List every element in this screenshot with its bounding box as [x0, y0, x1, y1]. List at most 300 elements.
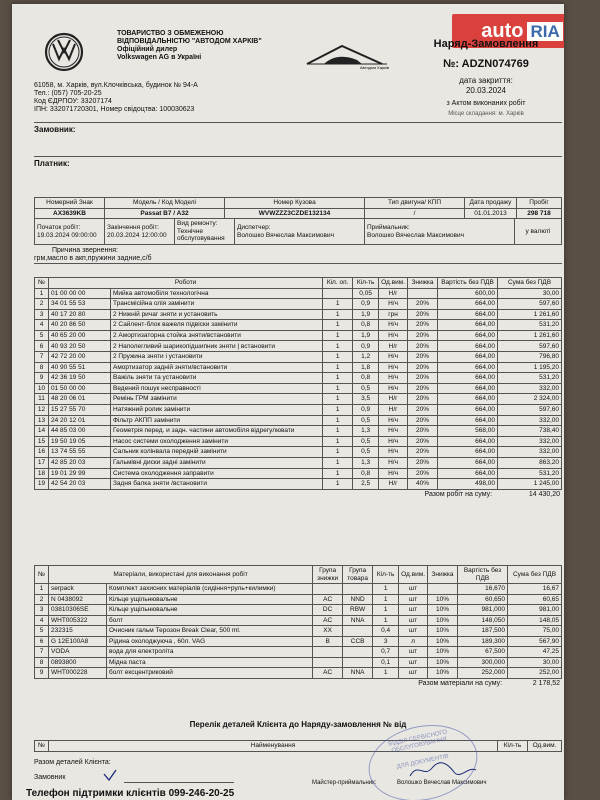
work-name: 2 Сайлент-блок важеля підвіски замінити — [111, 320, 323, 331]
row-number: 12 — [35, 405, 49, 416]
row-number: 2 — [35, 594, 49, 605]
unit: шт — [399, 584, 428, 595]
operation-code: 19 50 19 05 — [49, 436, 111, 447]
row-number: 9 — [35, 373, 49, 384]
discount: 20% — [408, 394, 438, 405]
row-number: 6 — [35, 636, 49, 647]
operation-code: 40 65 20 00 — [49, 330, 111, 341]
part-code: WHT005322 — [49, 615, 107, 626]
operations-count: 1 — [323, 415, 353, 426]
discount: 10% — [428, 626, 458, 637]
work-name: Амортизатор задній зняти/встановити — [111, 362, 323, 373]
material-name: вода для електроліта — [107, 647, 313, 658]
unit: шт — [399, 594, 428, 605]
operation-code: 15 27 55 70 — [49, 405, 111, 416]
quantity: 1,9 — [353, 309, 379, 320]
table-row — [35, 330, 562, 341]
works-total-value: 14 430,20 — [528, 490, 560, 498]
work-name: Ведений пошук несправності — [111, 383, 323, 394]
unit: Н/ч — [379, 447, 408, 458]
row-number: 3 — [35, 605, 49, 616]
quantity: 1,3 — [353, 458, 379, 469]
operations-count: 1 — [323, 341, 353, 352]
unit: Н/г — [379, 288, 408, 299]
master-label: Майстер-приймальник: — [312, 780, 377, 786]
work-name: Важіль зняти та установити — [111, 373, 323, 384]
table-row — [35, 584, 562, 595]
repair-type: Технічне обслуговування — [177, 227, 225, 243]
row-number: 10 — [35, 383, 49, 394]
product-group — [343, 647, 373, 658]
unit: Н/ч — [379, 330, 408, 341]
quantity: 0,8 — [353, 468, 379, 479]
line-total: 16,67 — [508, 584, 562, 595]
discount: 20% — [408, 309, 438, 320]
unit-price: 600,00 — [438, 288, 498, 299]
quantity: 1 — [373, 594, 399, 605]
quantity: 0,8 — [353, 320, 379, 331]
close-date: 20.03.2024 — [465, 86, 507, 95]
operations-count: 1 — [323, 458, 353, 469]
row-number: 7 — [35, 647, 49, 658]
operation-code: 13 74 55 55 — [49, 447, 111, 458]
unit-price: 664,00 — [438, 352, 498, 363]
unit: Н/ч — [379, 320, 408, 331]
row-number: 17 — [35, 458, 49, 469]
quantity: 1,8 — [353, 362, 379, 373]
unit-price: 664,00 — [438, 383, 498, 394]
part-code: WHT000228 — [49, 668, 107, 679]
quantity: 0,9 — [353, 341, 379, 352]
operations-count: 1 — [323, 299, 353, 310]
line-total: 1 261,60 — [498, 309, 562, 320]
operations-count: 1 — [323, 436, 353, 447]
operation-code: 01 00 00 00 — [49, 288, 111, 299]
dispatcher-name: Волошко Вячеслав Максимович — [237, 231, 334, 239]
part-code: 232315 — [49, 626, 107, 637]
table-row — [35, 647, 562, 658]
quantity: 0,05 — [353, 288, 379, 299]
line-total: 738,40 — [498, 426, 562, 437]
unit: шт — [399, 657, 428, 668]
operations-count: 1 — [323, 320, 353, 331]
discount-group: AC — [313, 594, 343, 605]
part-code: 03810306SE — [49, 605, 107, 616]
mileage: 298 718 — [517, 208, 562, 219]
row-number: 2 — [35, 299, 49, 310]
unit-price: 568,00 — [438, 426, 498, 437]
table-row — [35, 383, 562, 394]
material-name: болт ексцентриковий — [107, 668, 313, 679]
operation-code: 48 20 06 01 — [49, 394, 111, 405]
works-table: № Роботи Кіл. оп. Кіл-ть Од.вим. Знижка Вартість без ПДВ Сума без ПДВ 1 01 00 00 00 Мийка автомобіля технологічна 0,05 Н/г 600,00 30,00 2 34 01 55 53 Трансмісійна олія замінити 1 0,9 Н/ч 20% 664,00 597,60 3 40 17 20 80 2 Нижній ричаг зняти и установить 1 1,9 грн 20% 664,00 1 261,60 4 40 20 86 50 2 Сайлент-блок важеля підвіски замінити 1 0,8 Н/ч 20% 664,00 531,20 5 40 65 20 00 2 Амортизаторна стойка зняти/встановити 1 1,9 Н/ч 20% 664,00 1 261,60 6 40 93 20 50 2 Наполегливий шарикопідшипник зняти | встановити 1 0,9 Н/г 20% 664,00 597,60 7 42 72 20 00 2 Пружина зняти і установити 1 1,2 Н/ч 20% 664,00 796,80 8 40 90 55 51 Амортизатор задній зняти/встановити 1 1,8 Н/ч 20% 664,00 1 195,20 9 42 36 19 50 Важіль зняти та установити 1 0,8 Н/ч 20% 664,00 531,20 10 01 50 00 00 Ведений пошук несправності 1 0,5 Н/ч 20% 664,00 332,00 11 48 20 06 01 Ремінь ГРМ замінити 1 3,5 Н/г 20% 664,00 2 324,00 12 15 27 55 70 Натяжний ролик замінити 1 0,9 Н/г 20% 664,00 597,60 13 24 20 12 01 Фільтр АКПП замінити 1 0,5 Н/ч 20% 664,00 332,00 14 44 85 03 00 Геометрія перед. и задн. частини автомобіля відрегулювати 1 1,3 Н/ч 20% 568,00 738,40 15 19 50 19 05 Насос системи охолодження замінити 1 0,5 Н/ч 20% 664,00 332,00 16 13 74 55 55 Сальник колінвала передній замінити 1 0,5 Н/ч 20% 664,00 332,00 17 42 85 20 03 Гальмівні диски задні замінити 1 1,3 Н/ч 20% 664,00 863,20 18 19 01 29 99 Система охолодження заправити 1 0,8 Н/ч 20% 664,00 531,20 19 42 54 20 03 Задня балка зняти /встановити 1 2,5 Н/г 40% 498,00 1 245,00 Разом робіт на суму: 14 430,20 — [34, 277, 562, 499]
line-total: 30,00 — [498, 288, 562, 299]
operation-code: 42 85 20 03 — [49, 458, 111, 469]
row-number: 15 — [35, 436, 49, 447]
part-code: VODA — [49, 647, 107, 658]
quantity: 1 — [373, 615, 399, 626]
table-row — [35, 436, 562, 447]
operation-code: 40 90 55 51 — [49, 362, 111, 373]
quantity: 1 — [373, 584, 399, 595]
discount: 10% — [428, 594, 458, 605]
discount: 20% — [408, 426, 438, 437]
discount: 20% — [408, 458, 438, 469]
unit-price: 664,00 — [438, 415, 498, 426]
client-parts-title: Перелік деталей Клієнта до Наряду-замовлення № від — [189, 720, 407, 729]
vehicle-table: Номерний Знак Модель / Код Моделі Номер Кузова Тип двигуна/ КПП Дата продажу Пробіг AX3639KB Passat B7 / A32 WVWZZZ3CZDE132134 / 01.01.2013 298 718 Початок робіт: 19.03.2024 09:00:00 Закінчення робіт: 20.03.2024 12:00:00 Вид ремонту: Технічне обслуговування Диспетчер: Волошко Вячеслав Максимович Приймальник: Волошко Вячеслав Максимович у валюті Причина звернення: грм,масло в акп,пружини задние,с/б — [34, 197, 562, 264]
company-address: 61058, м. Харків, вул.Клочківська, будинок № 94-А Тел.: (057) 705-20-25 Код ЄДРПОУ: 33207174 ІПН: 332071720301, Номер свідоцтва: 100030623 — [34, 82, 198, 113]
quantity: 0,5 — [353, 447, 379, 458]
quantity: 3 — [373, 636, 399, 647]
order-header — [410, 38, 562, 118]
unit-price: 187,500 — [458, 626, 508, 637]
unit: шт — [399, 647, 428, 658]
unit-price: 60,650 — [458, 594, 508, 605]
work-name: Фільтр АКПП замінити — [111, 415, 323, 426]
unit-price: 67,500 — [458, 647, 508, 658]
reason-value: грм,масло в акп,пружини задние,с/б — [34, 255, 562, 264]
operation-code: 01 50 00 00 — [49, 383, 111, 394]
line-total: 30,00 — [508, 657, 562, 668]
work-name: Гальмівні диски задні замінити — [111, 458, 323, 469]
unit-price: 664,00 — [438, 299, 498, 310]
line-total: 332,00 — [498, 447, 562, 458]
table-row — [35, 605, 562, 616]
discount: 10% — [428, 647, 458, 658]
discount: 20% — [408, 383, 438, 394]
row-number: 18 — [35, 468, 49, 479]
unit: Н/ч — [379, 362, 408, 373]
row-number: 5 — [35, 626, 49, 637]
discount: 10% — [428, 615, 458, 626]
quantity: 0,5 — [353, 415, 379, 426]
quantity: 0,9 — [353, 405, 379, 416]
row-number: 4 — [35, 615, 49, 626]
reason-label: Причина звернення: — [52, 246, 118, 254]
operations-count: 1 — [323, 352, 353, 363]
material-name: Кільце ущільнювальне — [107, 605, 313, 616]
quantity: 1 — [373, 668, 399, 679]
row-number: 11 — [35, 394, 49, 405]
discount: 10% — [428, 657, 458, 668]
quantity: 3,5 — [353, 394, 379, 405]
client-parts-table: № Найменування Кіл-ть Од.вим. — [34, 740, 562, 752]
unit: Н/ч — [379, 299, 408, 310]
unit-price: 664,00 — [438, 373, 498, 384]
table-row — [35, 394, 562, 405]
dealer-logo-text: Автодом Харків — [360, 65, 389, 70]
row-number: 1 — [35, 288, 49, 299]
unit: Н/г — [379, 341, 408, 352]
part-code: serpack — [49, 584, 107, 595]
discount: 10% — [428, 668, 458, 679]
quantity: 1,3 — [353, 426, 379, 437]
discount: 20% — [408, 436, 438, 447]
quantity: 2,5 — [353, 479, 379, 490]
table-row — [35, 468, 562, 479]
quantity: 0,1 — [373, 657, 399, 668]
unit: Н/ч — [379, 383, 408, 394]
work-name: Сальник колінвала передній замінити — [111, 447, 323, 458]
quantity: 0,9 — [353, 299, 379, 310]
unit-price: 664,00 — [438, 468, 498, 479]
unit-price: 252,000 — [458, 668, 508, 679]
line-total: 567,90 — [508, 636, 562, 647]
discount-group — [313, 584, 343, 595]
table-row — [35, 362, 562, 373]
operation-code: 42 72 20 00 — [49, 352, 111, 363]
table-row — [35, 626, 562, 637]
work-name: 2 Наполегливий шарикопідшипник зняти | встановити — [111, 341, 323, 352]
quantity: 0,7 — [373, 647, 399, 658]
unit-price: 664,00 — [438, 405, 498, 416]
operation-code: 24 20 12 01 — [49, 415, 111, 426]
operation-code: 40 17 20 80 — [49, 309, 111, 320]
unit: Н/г — [379, 479, 408, 490]
unit-price: 664,00 — [438, 362, 498, 373]
table-row — [35, 668, 562, 679]
operations-count: 1 — [323, 362, 353, 373]
material-name: Комплект захисних матеріалів (сидіння+руль+килимки) — [107, 584, 313, 595]
unit: Н/ч — [379, 352, 408, 363]
close-label: дата закриття: — [459, 76, 513, 85]
discount — [408, 288, 438, 299]
work-name: Мийка автомобіля технологічна — [111, 288, 323, 299]
material-name: Мідна паста — [107, 657, 313, 668]
operations-count: 1 — [323, 383, 353, 394]
operations-count: 1 — [323, 426, 353, 437]
discount: 20% — [408, 447, 438, 458]
model: Passat B7 / A32 — [105, 208, 225, 219]
discount: 20% — [408, 405, 438, 416]
quantity: 1,2 — [353, 352, 379, 363]
place-of-issue: Місце складання: м. Харків — [448, 111, 524, 117]
unit-price: 664,00 — [438, 394, 498, 405]
line-total: 332,00 — [498, 415, 562, 426]
line-total: 531,20 — [498, 468, 562, 479]
signature-line — [124, 782, 234, 783]
discount: 20% — [408, 330, 438, 341]
sale-date: 01.01.2013 — [465, 208, 517, 219]
operation-code: 34 01 55 53 — [49, 299, 111, 310]
volkswagen-logo-icon — [44, 32, 84, 72]
material-name: Рідина охолоджуюча , 60л. VAG — [107, 636, 313, 647]
unit: Н/ч — [379, 436, 408, 447]
table-row — [35, 594, 562, 605]
unit: Н/ч — [379, 458, 408, 469]
line-total: 1 245,00 — [498, 479, 562, 490]
company-name: ТОВАРИСТВО З ОБМЕЖЕНОЮ ВІДПОВІДАЛЬНІСТЮ "АВТОДОМ ХАРКІВ" Офіційний дилер Volkswagen AG в Україні — [117, 30, 262, 61]
work-name: Задня балка зняти /встановити — [111, 479, 323, 490]
discount: 10% — [428, 605, 458, 616]
product-group — [343, 657, 373, 668]
material-name: Очисник гальм Терозон Break Clear, 500 ml. — [107, 626, 313, 637]
master-name: Волошко Вячеслав Максимович — [397, 780, 487, 786]
line-total: 531,20 — [498, 320, 562, 331]
quantity: 0,5 — [353, 383, 379, 394]
quantity: 1,9 — [353, 330, 379, 341]
unit-price: 16,670 — [458, 584, 508, 595]
line-total: 332,00 — [498, 436, 562, 447]
row-number: 3 — [35, 309, 49, 320]
operations-count: 1 — [323, 468, 353, 479]
operations-count: 1 — [323, 394, 353, 405]
table-row — [35, 657, 562, 668]
discount: 20% — [408, 352, 438, 363]
operations-count: 1 — [323, 479, 353, 490]
table-row — [35, 615, 562, 626]
work-name: Трансмісійна олія замінити — [111, 299, 323, 310]
operation-code: 44 85 03 00 — [49, 426, 111, 437]
discount: 20% — [408, 299, 438, 310]
discount: 20% — [408, 373, 438, 384]
unit: Н/ч — [379, 415, 408, 426]
quantity: 1 — [373, 605, 399, 616]
operations-count — [323, 288, 353, 299]
document-page — [12, 4, 564, 800]
discount-group — [313, 657, 343, 668]
product-group — [343, 626, 373, 637]
line-total: 2 324,00 — [498, 394, 562, 405]
table-row — [35, 288, 562, 299]
currency-note: у валюті — [515, 219, 562, 245]
master-signature-icon — [408, 760, 478, 780]
line-total: 1 261,60 — [498, 330, 562, 341]
part-code: N 0438092 — [49, 594, 107, 605]
unit: Н/г — [379, 405, 408, 416]
client-parts-total-label: Разом деталей Клієнта: — [34, 759, 111, 766]
service-stamp: ВІДДІЛ СЕРВІСНОГО ОБСЛУГОВУВАННЯ ДЛЯ ДОКУМЕНТІВ — [362, 715, 485, 800]
operations-count: 1 — [323, 309, 353, 320]
materials-total-label: Разом матеріали на суму: — [418, 679, 503, 687]
materials-table: № Матеріали, використані для виконання робіт Група знижки Група товара Кіл-ть Од.вим. Знижка Вартість без ПДВ Сума без ПДВ 1 serpack Комплект захисних матеріалів (сидіння+руль+килимки) 1 шт 16,670 16,67 2 N 0438092 Кільце ущільнювальне AC NND 1 шт 10% 60,650 60,65 3 03810306SE Кільце ущільнювальне DC RBW 1 шт 10% 981,000 981,00 4 WHT005322 болт AC NNA 1 шт 10% 148,050 148,05 5 232315 Очисник гальм Терозон Break Clear, 500 ml. XX 0,4 шт 10% 187,500 75,00 6 G 12E100A8 Рідина охолоджуюча , 60л. VAG B CCB 3 л 10% 189,300 567,90 7 VODA вода для електроліта 0,7 шт 10% 67,500 47,25 8 0893800 Мідна паста 0,1 шт 10% 300,000 30,00 9 WHT000228 болт ексцентриковий AC NNA 1 шт 10% 252,000 252,00 Разом матеріали на суму: 2 178,52 — [34, 565, 562, 688]
discount-group: B — [313, 636, 343, 647]
line-total: 597,60 — [498, 299, 562, 310]
material-name: Кільце ущільнювальне — [107, 594, 313, 605]
product-group: CCB — [343, 636, 373, 647]
quantity: 0,5 — [353, 436, 379, 447]
unit-price: 664,00 — [438, 330, 498, 341]
unit: шт — [399, 615, 428, 626]
discount: 10% — [428, 636, 458, 647]
discount: 20% — [408, 341, 438, 352]
line-total: 332,00 — [498, 383, 562, 394]
line-total: 47,25 — [508, 647, 562, 658]
customer-label: Замовник: — [34, 125, 76, 134]
table-row — [35, 352, 562, 363]
operation-code: 42 36 19 50 — [49, 373, 111, 384]
unit-price: 664,00 — [438, 309, 498, 320]
order-number: №: ADZN074769 — [443, 58, 529, 70]
discount: 20% — [408, 415, 438, 426]
unit-price: 664,00 — [438, 458, 498, 469]
table-row — [35, 458, 562, 469]
row-number: 8 — [35, 657, 49, 668]
operation-code: 40 93 20 50 — [49, 341, 111, 352]
discount-group — [313, 647, 343, 658]
operations-count: 1 — [323, 330, 353, 341]
line-total: 75,00 — [508, 626, 562, 637]
quantity: 0,8 — [353, 373, 379, 384]
line-total: 531,20 — [498, 373, 562, 384]
line-total: 981,00 — [508, 605, 562, 616]
table-row — [35, 320, 562, 331]
line-total: 597,60 — [498, 405, 562, 416]
work-name: 2 Нижній ричаг зняти и установить — [111, 309, 323, 320]
material-name: болт — [107, 615, 313, 626]
divider — [34, 156, 562, 157]
line-total: 597,60 — [498, 341, 562, 352]
table-row — [35, 426, 562, 437]
table-row — [35, 405, 562, 416]
customer-sign-label: Замовник — [34, 774, 66, 781]
product-group: NND — [343, 594, 373, 605]
operations-count: 1 — [323, 447, 353, 458]
table-row — [35, 309, 562, 320]
product-group: NNA — [343, 615, 373, 626]
unit: Н/г — [379, 394, 408, 405]
vin: WVWZZZ3CZDE132134 — [225, 208, 365, 219]
support-phone: Телефон підтримки клієнтів 099-246-20-25 — [26, 788, 235, 799]
unit-price: 148,050 — [458, 615, 508, 626]
work-name: Насос системи охолодження замінити — [111, 436, 323, 447]
line-total: 1 195,20 — [498, 362, 562, 373]
unit: Н/ч — [379, 468, 408, 479]
quantity: 0,4 — [373, 626, 399, 637]
unit: Н/ч — [379, 373, 408, 384]
work-name: Геометрія перед. и задн. частини автомобіля відрегулювати — [111, 426, 323, 437]
row-number: 1 — [35, 584, 49, 595]
row-number: 7 — [35, 352, 49, 363]
unit-price: 189,300 — [458, 636, 508, 647]
divider — [34, 122, 562, 123]
product-group: RBW — [343, 605, 373, 616]
operation-code: 40 20 86 50 — [49, 320, 111, 331]
start-date: 19.03.2024 09:00:00 — [37, 231, 97, 239]
unit-price: 498,00 — [438, 479, 498, 490]
line-total: 863,20 — [498, 458, 562, 469]
customer-signature-icon — [102, 768, 132, 782]
unit-price: 300,000 — [458, 657, 508, 668]
autoria-watermark: auto RIA — [452, 14, 564, 48]
row-number: 5 — [35, 330, 49, 341]
unit-price: 664,00 — [438, 320, 498, 331]
row-number: 13 — [35, 415, 49, 426]
unit-price: 664,00 — [438, 436, 498, 447]
discount: 20% — [408, 362, 438, 373]
discount-group: AC — [313, 615, 343, 626]
unit: Н/ч — [379, 426, 408, 437]
work-name: Система охолодження заправити — [111, 468, 323, 479]
work-name: 2 Амортизаторна стойка зняти/встановити — [111, 330, 323, 341]
table-row — [35, 373, 562, 384]
line-total: 60,65 — [508, 594, 562, 605]
product-group: NNA — [343, 668, 373, 679]
discount: 20% — [408, 320, 438, 331]
materials-total-value: 2 178,52 — [532, 679, 560, 687]
row-number: 9 — [35, 668, 49, 679]
operations-count: 1 — [323, 373, 353, 384]
work-name: Ремінь ГРМ замінити — [111, 394, 323, 405]
unit-price: 981,000 — [458, 605, 508, 616]
unit-price: 664,00 — [438, 341, 498, 352]
unit: шт — [399, 626, 428, 637]
act-note: з Актом виконаних робіт — [446, 100, 526, 107]
plate-number: AX3639KB — [35, 208, 105, 219]
discount-group: XX — [313, 626, 343, 637]
unit: л — [399, 636, 428, 647]
